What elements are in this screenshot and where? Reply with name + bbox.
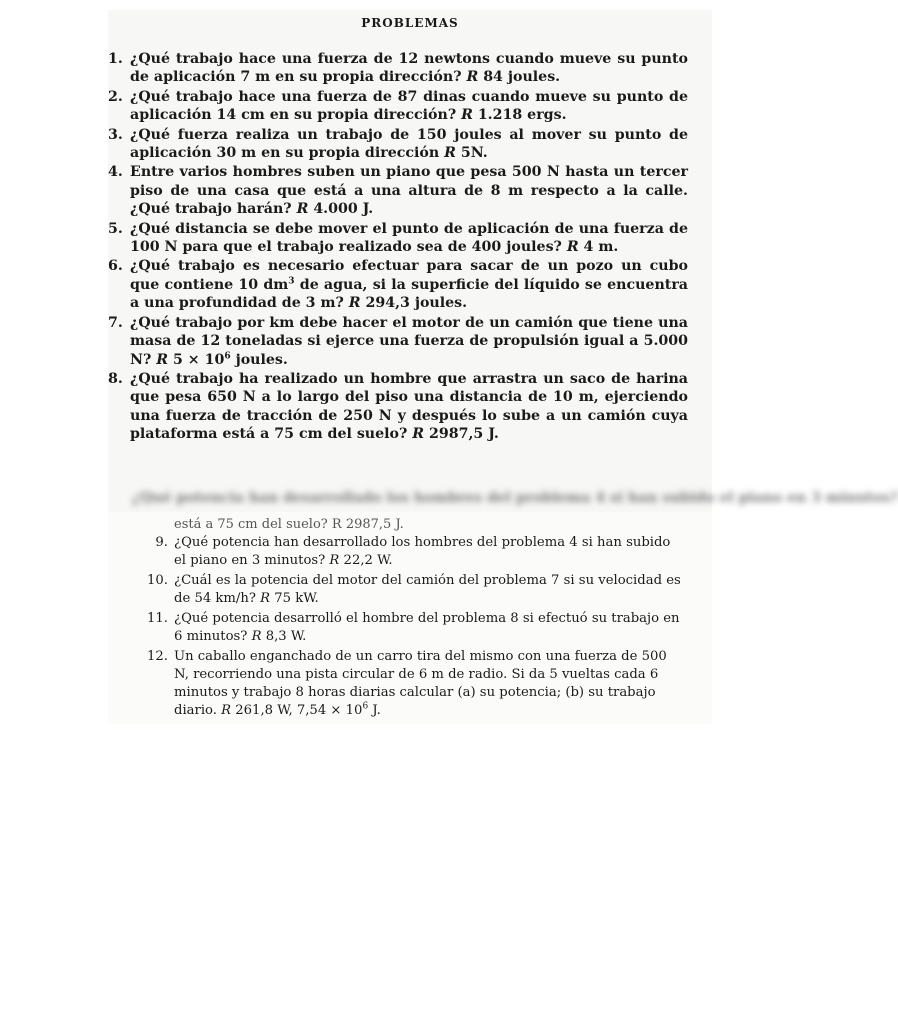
answer-value: 22,2 W.: [339, 553, 393, 568]
answer-marker: R: [156, 351, 169, 368]
problem-text: ¿Qué trabajo es necesario efectuar para sacar de un pozo un cubo que contiene 10 dm: [130, 258, 688, 293]
problem-text: ¿Qué trabajo ha realizado un hombre que arrastra un saco de harina que pesa 650 N a lo largo del piso una distancia de 10 m, ejerciendo una fuerza de tracción de 250 N y después lo sube a un camión cuya plataforma está a 75 cm del suelo?: [130, 370, 688, 443]
answer-marker: R: [251, 629, 262, 644]
blurred-scan-strip: [108, 486, 898, 512]
answer-marker: R: [444, 145, 456, 162]
problem-number: 9.: [155, 535, 168, 550]
answer-value: 4 m.: [578, 239, 619, 256]
answer-marker: R: [466, 69, 479, 86]
blurred-line: ¿Qué potencia han desarrollado los hombres del problema 4 si han subido el piano en 3 minutos?: [132, 490, 898, 506]
problem-10: [144, 572, 684, 608]
problem-text: ¿Cuál es la potencia del motor del camión del problema 7 si su velocidad es de 54 km/h?: [174, 573, 681, 606]
answer-value: 5N.: [455, 145, 488, 162]
answer-value: 261,8 W, 7,54 × 10: [231, 703, 363, 718]
problem-number: 8.: [108, 370, 123, 387]
answer-value-cont: joules.: [230, 351, 288, 368]
answer-value: 4.000 J.: [308, 201, 374, 218]
problem-number: 12.: [147, 649, 168, 664]
problem-9: [144, 534, 684, 570]
problem-text: ¿Qué potencia desarrolló el hombre del problema 8 si efectuó su trabajo en 6 minutos?: [174, 611, 680, 644]
answer-value: 75 kW.: [270, 591, 319, 606]
problem-number: 11.: [147, 611, 168, 626]
problem-number: 1.: [108, 51, 123, 67]
problem-text: Un caballo enganchado de un carro tira del mismo con una fuerza de 500 N, recorriendo una pista circular de 6 m de radio. Si da 5 vueltas cada 6 minutos y trabajo 8 horas diarias calcular (a) su potencia; (b) su trabajo diario.: [174, 649, 667, 718]
answer-value: 5 × 10: [168, 351, 225, 368]
problem-8: [108, 370, 688, 444]
problem-7: [108, 314, 688, 369]
answer-value: 8,3 W.: [261, 629, 307, 644]
problem-number: 7.: [108, 314, 123, 331]
problem-text-cont: de agua, si la superficie del líquido se encuentra a una profundidad de 3 m?: [130, 276, 688, 312]
answer-marker: R: [296, 201, 309, 218]
answer-marker: R: [348, 295, 361, 312]
problem-text: Entre varios hombres suben un piano que pesa 500 N hasta un tercer piso de una casa que está a una altura de 8 m respecto a la calle. ¿Qué trabajo harán?: [130, 164, 688, 218]
answer-value: 84 joules.: [478, 69, 561, 86]
problem-number: 4.: [108, 164, 123, 181]
answer-marker: R: [461, 107, 473, 124]
answer-marker: R: [221, 703, 232, 718]
answer-value: 294,3 joules.: [360, 295, 468, 312]
problem-2: [108, 88, 688, 125]
answer-value: 2987,5 J.: [424, 426, 499, 443]
problem-text: ¿Qué distancia se debe mover el punto de aplicación de una fuerza de 100 N para que el trabajo realizado sea de 400 joules?: [130, 220, 688, 256]
superscript: 3: [288, 276, 295, 287]
problem-number: 10.: [147, 573, 168, 588]
problem-list-power: [144, 534, 684, 722]
problem-6: [108, 257, 688, 312]
problem-12: [144, 648, 684, 720]
problem-number: 3.: [108, 126, 123, 143]
superscript: 6: [224, 350, 231, 361]
cut-off-line-strip: [108, 514, 712, 532]
problem-1: [108, 50, 688, 87]
answer-marker: R: [260, 591, 271, 606]
problem-4: [108, 163, 688, 218]
superscript: 6: [362, 701, 369, 712]
problem-3: [108, 126, 688, 163]
page-heading: PROBLEMAS: [361, 16, 459, 30]
answer-value: 1.218 ergs.: [472, 107, 567, 124]
problem-text: ¿Qué trabajo hace una fuerza de 12 newtons cuando mueve su punto de aplicación 7 m en su propia dirección?: [130, 51, 688, 86]
problem-text: ¿Qué trabajo por km debe hacer el motor de un camión que tiene una masa de 12 toneladas si ejerce una fuerza de propulsión igual a 5.000 N?: [130, 314, 688, 368]
problem-text: ¿Qué trabajo hace una fuerza de 87 dinas cuando mueve su punto de aplicación 14 cm en su propia dirección?: [130, 88, 688, 124]
problem-text: ¿Qué fuerza realiza un trabajo de 150 joules al mover su punto de aplicación 30 m en su propia dirección: [130, 126, 688, 162]
answer-value-cont: J.: [368, 703, 381, 718]
problem-text: ¿Qué potencia han desarrollado los hombres del problema 4 si han subido el piano en 3 minutos?: [174, 535, 671, 568]
problem-number: 2.: [108, 88, 123, 105]
problem-list-work: [108, 50, 688, 445]
problem-number: 5.: [108, 220, 123, 237]
answer-marker: R: [329, 553, 340, 568]
problem-5: [108, 220, 688, 257]
cut-off-line: está a 75 cm del suelo? R 2987,5 J.: [174, 517, 404, 532]
answer-marker: R: [412, 426, 425, 443]
problem-11: [144, 610, 684, 646]
answer-marker: R: [566, 239, 579, 256]
problem-number: 6.: [108, 258, 123, 275]
